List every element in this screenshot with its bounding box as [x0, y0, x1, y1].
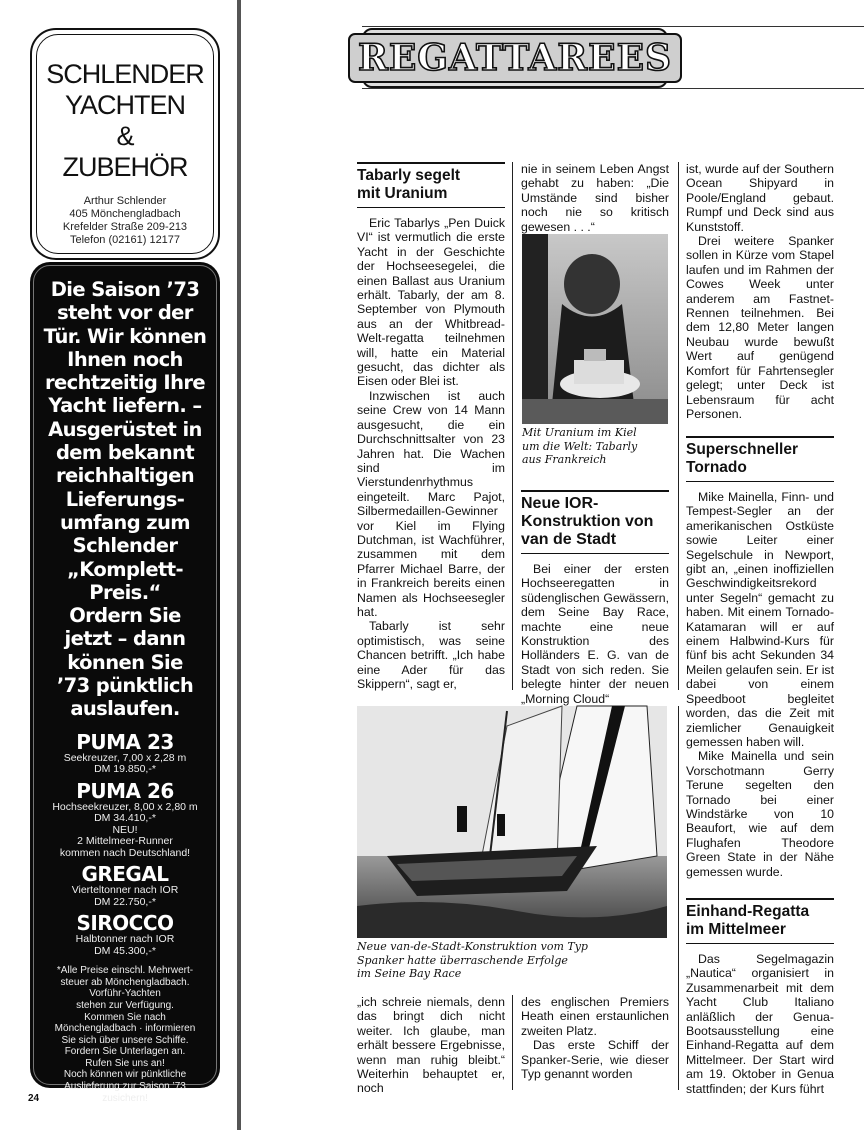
- header-rule-bottom: [362, 88, 864, 89]
- headline-tornado: Superschneller Tornado: [686, 436, 834, 482]
- model-desc: Hochseekreuzer, 8,00 x 2,80 m DM 34.410,-* NEU! 2 Mittelmeer-Runner kommen nach Deutschland!: [52, 800, 198, 859]
- model-name: GREGAL: [81, 862, 169, 887]
- spanker-photo-image: [357, 706, 667, 938]
- headline-einhand: Einhand-Regatta im Mittelmeer: [686, 898, 834, 944]
- paragraph: nie in seinem Leben Angst gehabt zu haben: „Die Umstände sind bisher noch nie so kritisch gewesen . . .“: [521, 162, 669, 234]
- column-rule: [512, 995, 513, 1090]
- paragraph: Drei weitere Spanker sollen in Kürze vom Stapel laufen und im Rahmen der Cowes Week unter anderem am Fastnet-Rennen teilnehmen. Bei dem 12,80 Meter langen Neubau wurde bewußt Wert auf genügend Komfort für Fahrtensegler gelegt; unter Deck ist Lebensraum für acht Personen.: [686, 234, 834, 421]
- paragraph: Tabarly ist sehr optimistisch, was seine Chancen betrifft. „Ich habe eine Ader für das Skippern“, sagt er,: [357, 619, 505, 691]
- paragraph: Mike Mainella, Finn- und Tempest-Segler an der amerikanischen Ostküste sowie Leiter einer Segelschule in Newport, gibt an, „einen inoffiziellen Geschwindigkeitsrekord unter Segeln“ gemacht zu haben. Mit einem Tornado-Katamaran will er auf einem Halbwind-Kurs für fünf bis acht Sekunden 34 Meilen gelaufen sein. Er ist dabei von einem Speedboot begleitet worden, das die Zeit mit ziemlicher Genauigkeit gemessen haben will.: [686, 490, 834, 749]
- article-col3-top: [686, 162, 834, 421]
- advertisement-column: [0, 0, 234, 1130]
- photo-caption: Neue van-de-Stadt-Konstruktion vom Typ Spanker hatte überraschende Erfolge im Seine Bay Race: [357, 940, 588, 980]
- paragraph: Das Segelmagazin „Nautica“ organisiert in Zusammenarbeit mit dem Yacht Club Italiano anläßlich der Genua-Bootsausstellung eine Einhand-Regatta auf dem Mittelmeer. Der Start wird am 19. Oktober in Genua stattfinden; der Kurs führt: [686, 952, 834, 1096]
- column-rule: [678, 162, 679, 690]
- photo-tabarly: [522, 234, 668, 424]
- page-gutter: [237, 0, 241, 1130]
- paragraph: Eric Tabarlys „Pen Duick VI“ ist vermutlich die erste Yacht in der Geschichte der Hochseesegelei, die einen Ballast aus Uranium erhält. Tabarly, der am 8. September von Plymouth aus an der Whitbread-Welt-regatta teilnehmen will, hatte ein Material gesucht, das dichter als Eisen oder Blei ist.: [357, 216, 505, 389]
- model-desc: Halbtonner nach IOR DM 45.300,-*: [75, 933, 175, 957]
- headline-tabarly: Tabarly segelt mit Uranium: [357, 162, 505, 208]
- photo-caption: Mit Uranium im Kiel um die Welt: Tabarly aus Frankreich: [522, 426, 638, 466]
- model-desc: Seekreuzer, 7,00 x 2,28 m DM 19.850,-*: [63, 751, 187, 776]
- tabarly-photo-image: [522, 234, 668, 424]
- photo-spanker: [357, 706, 667, 938]
- ad-promo-text: Die Saison ’73 steht vor der Tür. Wir können Ihnen noch rechtzeitig Ihre Yacht liefern. – Ausgerüstet in dem bekannt reichhaltigen Lieferungs- umfang zum Schlender „Komplett-Preis.“ Ordern Sie jetzt – dann können Sie ’73 pünktlich auslaufen.: [43, 278, 207, 721]
- article-ior: [521, 490, 669, 706]
- paragraph: ist, wurde auf der Southern Ocean Shipyard in Poole/England gebaut. Rumpf und Deck sind aus Kunststoff.: [686, 162, 834, 234]
- model-name: PUMA 26: [76, 778, 174, 803]
- ad-fineprint: *Alle Preise einschl. Mehrwert- steuer ab Mönchengladbach. Vorführ-Yachten stehen zur Verfügung. Kommen Sie nach Mönchengladbach · informieren Sie sich über unsere Schiffe. Fordern Sie Unterlagen an. Rufen Sie uns an! Noch können wir pünktliche Auslieferung zur Saison ’73 zusichern!: [54, 965, 196, 1104]
- caption-tabarly-block: [522, 426, 670, 467]
- article-tabarly-continuation: [357, 995, 505, 1096]
- paragraph: Bei einer der ersten Hochseeregatten in südenglischen Gewässern, dem Seine Bay Race, machte eine neue Konstruktion des Holländers E. G. van de Stadt von sich reden. Sie belegte hinter der neuen „Morning Cloud“: [521, 562, 669, 706]
- ad-model-puma26: [34, 780, 216, 860]
- page-number: 24: [28, 1093, 40, 1104]
- paragraph: Inzwischen ist auch seine Crew von 14 Mann ausgesucht, die ein Durchschnittsalter von 23 Jahren hat. Die Wachen sind im Vierstundenrhythmus eingeteilt. Marc Pajot, Silbermedaillen-Gewinner vor Kiel im Flying Dutchman, ist Wachführer, zusammen mit dem Pfarrer Michael Barre, der in Frankreich bereits einen Namen als Hochseesegler hat.: [357, 388, 505, 619]
- ad-model-gregal: [34, 863, 216, 908]
- article-tabarly-col1: [357, 162, 505, 691]
- caption-spanker-block: [357, 940, 667, 981]
- ad-address: Arthur Schlender 405 Mönchengladbach Krefelder Straße 209-213 Telefon (02161) 12177: [62, 195, 188, 246]
- ad-model-sirocco: [34, 912, 216, 957]
- column-rule: [512, 162, 513, 690]
- header-rule-top: [362, 26, 864, 27]
- section-banner: [357, 28, 673, 88]
- model-desc: Vierteltonner nach IOR DM 22.750,-*: [71, 884, 179, 908]
- paragraph: des englischen Premiers Heath einen erstaunlichen zweiten Platz.: [521, 995, 669, 1038]
- article-einhand: [686, 898, 834, 1096]
- ad-model-puma23: [34, 731, 216, 776]
- section-banner-title: REGATTAREES: [348, 33, 682, 83]
- model-name: PUMA 23: [76, 729, 174, 754]
- paragraph: Das erste Schiff der Spanker-Serie, wie dieser Typ genannt worden: [521, 1038, 669, 1082]
- paragraph: „ich schreie niemals, denn das bringt dich nicht weiter. Ich glaube, man erhält bessere Ergebnisse, wenn man ruhig bleibt.“ Weiterhin behauptet er, noch: [357, 995, 505, 1096]
- ad-brand-name: SCHLENDER YACHTEN & ZUBEHÖR: [46, 59, 204, 182]
- article-tabarly-col2: [521, 162, 669, 234]
- article-tornado: [686, 436, 834, 879]
- model-name: SIROCCO: [76, 911, 174, 936]
- headline-ior: Neue IOR- Konstruktion von van de Stadt: [521, 490, 669, 554]
- column-rule: [678, 706, 679, 1090]
- paragraph: Mike Mainella und sein Vorschotmann Gerry Terune segelten den Tornado bei einer Windstärke von 10 Beaufort, wie auf dem Flughafen Theodore Green State in der Nähe gemessen wurde.: [686, 749, 834, 879]
- ad-header-box: [30, 28, 220, 260]
- article-ior-continuation: [521, 995, 669, 1081]
